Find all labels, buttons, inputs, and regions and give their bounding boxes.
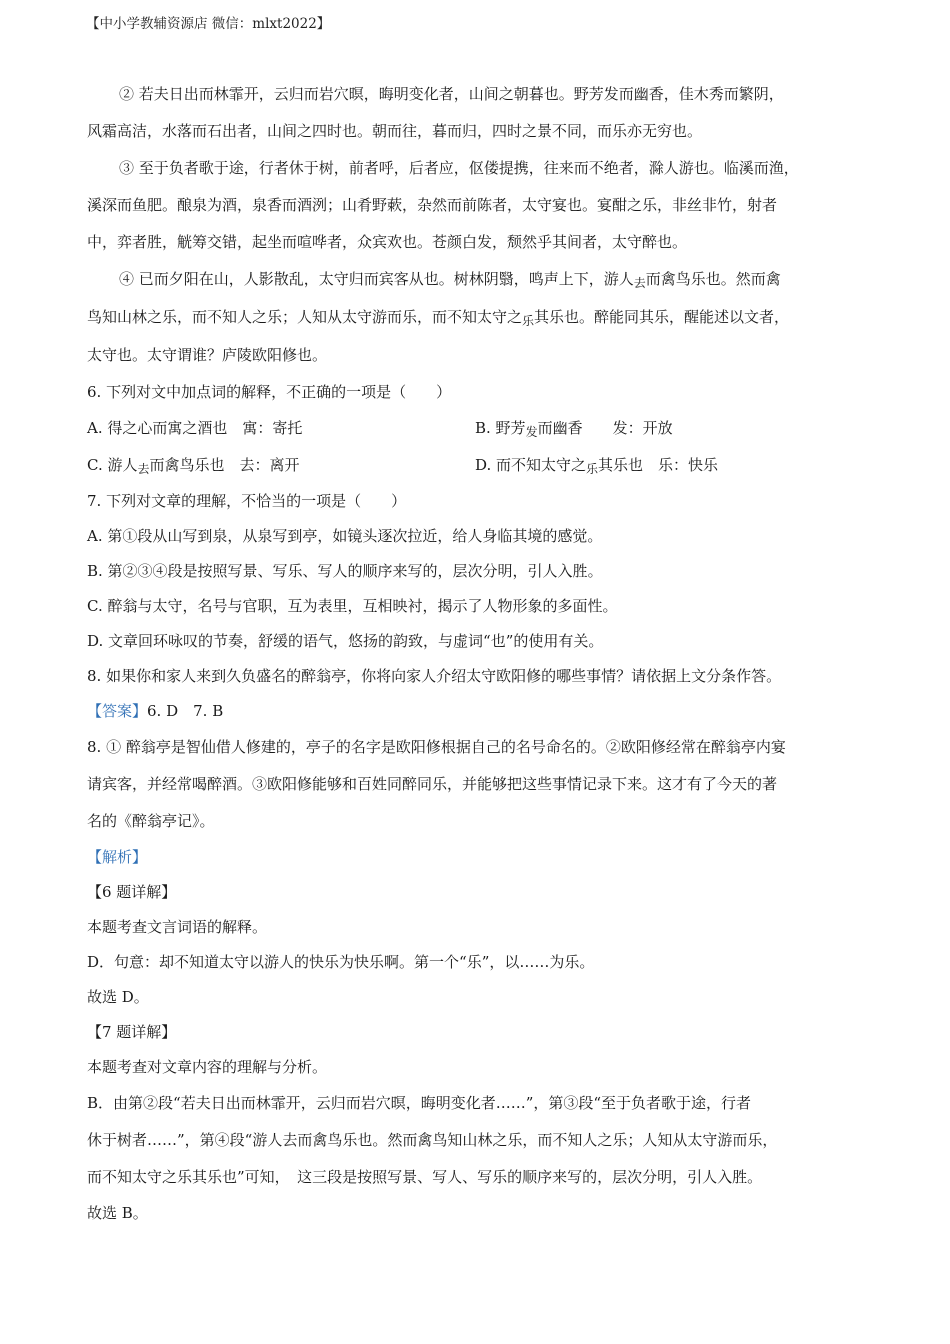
passage-para-4-line-1 bbox=[87, 261, 877, 299]
passage bbox=[87, 76, 877, 374]
page-header: 【中小学教辅资源店 微信：mlxt2022】 bbox=[86, 16, 331, 32]
q6-option-c bbox=[87, 447, 475, 484]
dotted-word: 乐 bbox=[522, 314, 535, 328]
answer-text: 6. D 7. B bbox=[147, 702, 224, 720]
answer-section bbox=[87, 694, 877, 840]
dotted-word: 去 bbox=[137, 462, 150, 476]
q6-detail-title: 【6 题详解】 bbox=[87, 883, 177, 901]
passage-para-3-line-2: 溪深而鱼肥。酿泉为酒，泉香而酒洌；山肴野蔌，杂然而前陈者，太守宴也。宴酣之乐，非丝非竹，射者 bbox=[87, 196, 778, 214]
answer-8-line-2: 请宾客，并经常喝醉酒。③欧阳修能够和百姓同醉同乐，并能够把这些事情记录下来。这才有了今天的著 bbox=[87, 775, 778, 793]
passage-para-2-line-1: ② 若夫日出而林霏开，云归而岩穴暝，晦明变化者，山间之朝暮也。野芳发而幽香，佳木秀而繁阴， bbox=[119, 85, 784, 103]
q7-detail-line-4: 而不知太守之乐其乐也”可知， 这三段是按照写景、写人、写乐的顺序来写的，层次分明，引人入胜。 bbox=[87, 1168, 763, 1186]
text-run: 而禽鸟乐也。然而禽 bbox=[645, 270, 781, 288]
passage-para-3-line-1: ③ 至于负者歌于途，行者休于树，前者呼，后者应，伛偻提携，往来而不绝者，滁人游也。临溪而渔， bbox=[119, 159, 799, 177]
passage-para-4-line-3: 太守也。太守谓谁？庐陵欧阳修也。 bbox=[87, 346, 328, 364]
text-run: 而幽香 发：开放 bbox=[537, 419, 673, 437]
q7-option-a: A. 第①段从山写到泉，从泉写到亭，如镜头逐次拉近，给人身临其境的感觉。 bbox=[87, 527, 603, 545]
dotted-word: 去 bbox=[633, 276, 646, 290]
text-run: D. 而不知太守之 bbox=[475, 456, 587, 474]
document-body bbox=[87, 76, 877, 1231]
q6-detail-line-2: D．句意：却不知道太守以游人的快乐为快乐啊。第一个“乐”，以……为乐。 bbox=[87, 953, 595, 971]
q6-options-row-2 bbox=[87, 447, 877, 484]
q6-stem: 6. 下列对文中加点词的解释，不正确的一项是（ ） bbox=[87, 383, 452, 401]
q8-stem: 8. 如果你和家人来到久负盛名的醉翁亭，你将向家人介绍太守欧阳修的哪些事情？请依据上文分条作答。 bbox=[87, 667, 782, 685]
q7-detail-title: 【7 题详解】 bbox=[87, 1023, 177, 1041]
q6-detail-line-1: 本题考查文言词语的解释。 bbox=[87, 918, 268, 936]
text-run: B. 野芳 bbox=[475, 419, 526, 437]
dotted-word: 乐 bbox=[586, 462, 599, 476]
answer-label: 【答案】 bbox=[87, 702, 148, 720]
q7-detail-line-1: 本题考查对文章内容的理解与分析。 bbox=[87, 1058, 328, 1076]
question-8 bbox=[87, 659, 877, 694]
q7-detail-line-2: B．由第②段“若夫日出而林霏开，云归而岩穴暝，晦明变化者……”，第③段“至于负者歌于途，行者 bbox=[87, 1094, 752, 1112]
q7-stem: 7. 下列对文章的理解，不恰当的一项是（ ） bbox=[87, 492, 407, 510]
passage-para-4-line-2 bbox=[87, 299, 877, 337]
text-run: C. 游人 bbox=[87, 456, 138, 474]
passage-para-3-line-3: 中，弈者胜，觥筹交错，起坐而喧哗者，众宾欢也。苍颜白发，颓然乎其间者，太守醉也。 bbox=[87, 233, 688, 251]
analysis-section bbox=[87, 840, 877, 1231]
answer-8-line-1: 8. ① 醉翁亭是智仙借人修建的，亭子的名字是欧阳修根据自己的名号命名的。②欧阳修经常在醉翁亭内宴 bbox=[87, 738, 786, 756]
dotted-word: 发 bbox=[525, 425, 538, 439]
answer-8-line-3: 名的《醉翁亭记》。 bbox=[87, 812, 215, 830]
q7-option-b: B. 第②③④段是按照写景、写乐、写人的顺序来写的，层次分明，引人入胜。 bbox=[87, 562, 603, 580]
q6-option-b bbox=[475, 410, 673, 447]
q7-detail-line-5: 故选 B。 bbox=[87, 1204, 148, 1222]
text-run: 其乐也 乐：快乐 bbox=[598, 456, 719, 474]
text-run: 其乐也。醉能同其乐，醒能述以文者， bbox=[534, 308, 790, 326]
q6-detail-line-3: 故选 D。 bbox=[87, 988, 149, 1006]
q7-option-d: D. 文章回环咏叹的节奏，舒缓的语气，悠扬的韵致，与虚词“也”的使用有关。 bbox=[87, 632, 604, 650]
passage-para-2-line-2: 风霜高洁，水落而石出者，山间之四时也。朝而往，暮而归，四时之景不同，而乐亦无穷也。 bbox=[87, 122, 703, 140]
question-6 bbox=[87, 374, 877, 484]
q7-detail-line-3: 休于树者……”，第④段“游人去而禽鸟乐也。然而禽鸟知山林之乐，而不知人之乐；人知从太守游而乐， bbox=[87, 1131, 778, 1149]
text-run: 鸟知山林之乐，而不知人之乐；人知从太守游而乐，而不知太守之 bbox=[87, 308, 523, 326]
q6-options-row-1 bbox=[87, 410, 877, 447]
question-7 bbox=[87, 484, 877, 659]
text-run: ④ 已而夕阳在山，人影散乱，太守归而宾客从也。树林阴翳，鸣声上下，游人 bbox=[119, 270, 634, 288]
q6-option-d bbox=[475, 447, 718, 484]
q7-option-c: C. 醉翁与太守，名号与官职，互为表里，互相映衬，揭示了人物形象的多面性。 bbox=[87, 597, 618, 615]
text-run: 而禽鸟乐也 去：离开 bbox=[149, 456, 300, 474]
answer-line bbox=[87, 694, 877, 729]
analysis-label: 【解析】 bbox=[87, 848, 148, 866]
q6-option-a: A. 得之心而寓之酒也 寓：寄托 bbox=[87, 419, 303, 437]
